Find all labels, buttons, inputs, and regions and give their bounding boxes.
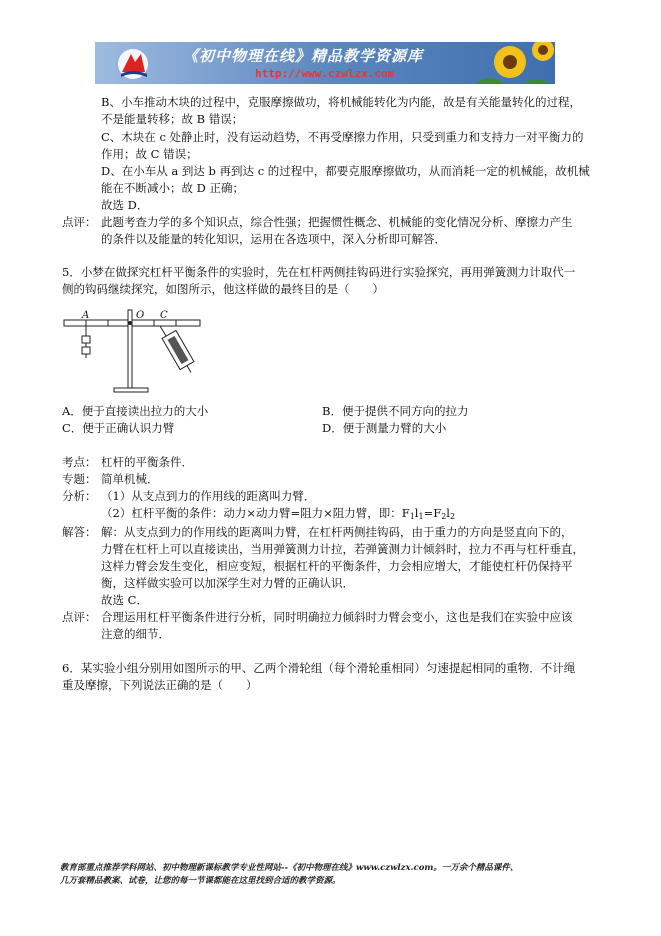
q5-option-c: C．便于正确认识力臂 xyxy=(62,421,175,435)
prev-line-5: D、在小车从 a 到达 b 再到达 c 的过程中，都要克服摩擦做功，从而消耗一定的机械能，故机械 xyxy=(101,164,590,178)
jieda-label: 解答： xyxy=(62,525,97,539)
banner xyxy=(95,42,555,84)
prev-comment-line-1: 此题考查力学的多个知识点，综合性强；把握惯性概念、机械能的变化情况分析、摩擦力产生 xyxy=(101,215,573,229)
footer-line-1: 教育部重点推荐学科网站、初中物理新课标教学专业性网站--《初中物理在线》www.czwlzx.com。一万余个精品课件、 xyxy=(60,863,519,873)
site-logo-icon xyxy=(118,49,148,79)
q6-stem-line-1: 6．某实验小组分别用如图所示的甲、乙两个滑轮组（每个滑轮重相同）匀速提起相同的重物．不计绳 xyxy=(62,661,576,675)
q5-option-a: A．便于直接读出拉力的大小 xyxy=(62,404,209,418)
jieda-line-5: 故选 C． xyxy=(101,593,148,607)
q5-option-d: D．便于测量力臂的大小 xyxy=(322,421,447,435)
spring-scale-icon xyxy=(162,330,198,376)
kaodian-label: 考点： xyxy=(62,455,97,469)
prev-comment-label: 点评： xyxy=(62,215,97,229)
weight-icon xyxy=(82,336,90,343)
zhuanti-text: 简单机械． xyxy=(101,472,159,486)
banner-url[interactable]: http://www.czwlzx.com xyxy=(255,67,395,80)
prev-line-6: 能在不断减小；故 D 正确； xyxy=(101,181,245,195)
q5-comment-label: 点评： xyxy=(62,610,97,624)
jieda-line-2: 力臂在杠杆上可以直接读出，当用弹簧测力计拉，若弹簧测力计倾斜时，拉力不再与杠杆垂直， xyxy=(101,542,584,556)
page-footer xyxy=(60,862,605,888)
weight-icon xyxy=(82,347,90,354)
prev-comment-line-2: 的条件以及能量的转化知识，运用在各选项中，深入分析即可解答． xyxy=(101,232,446,246)
jieda-line-1: 解：从支点到力的作用线的距离叫力臂，在杠杆两侧挂钩码，由于重力的方向是竖直向下的， xyxy=(101,525,573,539)
prev-line-3: C、木块在 c 处静止时，没有运动趋势，不再受摩擦力作用，只受到重力和支持力一对平衡力的 xyxy=(101,130,584,144)
q5-stem-line-1: 5．小梦在做探究杠杆平衡条件的实验时，先在杠杆两侧挂钩码进行实验探究，再用弹簧测力计取代一 xyxy=(62,265,576,279)
prev-line-2: 不是能量转移；故 B 错误； xyxy=(101,112,244,126)
fenxi-label: 分析： xyxy=(62,489,97,503)
zhuanti-label: 专题： xyxy=(62,472,97,486)
prev-line-7: 故选 D． xyxy=(101,198,149,212)
fenxi-line-2: （2）杠杆平衡的条件：动力×动力臂=阻力×阻力臂，即：$F_1l_1=F_2l_2$ xyxy=(101,506,456,521)
label-o: O xyxy=(136,310,145,321)
banner-title: 《初中物理在线》精品教学资源库 xyxy=(183,47,424,65)
label-c: C xyxy=(160,310,168,321)
jieda-line-3: 这样力臂会发生变化，相应变短，根据杠杆的平衡条件，力会相应增大，才能使杠杆仍保持平 xyxy=(101,559,573,573)
prev-line-4: 作用；故 C 错误； xyxy=(101,147,198,161)
q5-stem-line-2: 侧的钩码继续探究，如图所示，他这样做的最终目的是（ ） xyxy=(62,282,384,296)
fenxi-line-1: （1）从支点到力的作用线的距离叫力臂． xyxy=(101,489,316,503)
q5-comment-line-2: 注意的细节． xyxy=(101,627,170,641)
pivot-point xyxy=(128,321,132,325)
q5-option-b: B．便于提供不同方向的拉力 xyxy=(322,404,469,418)
stand-base xyxy=(114,388,148,392)
q5-comment-line-1: 合理运用杠杆平衡条件进行分析，同时明确拉力倾斜时力臂会变小，这也是我们在实验中应该 xyxy=(101,610,573,624)
prev-line-1: B、小车推动木块的过程中，克服摩擦做功，将机械能转化为内能，故是有关能量转化的过程， xyxy=(101,95,581,109)
label-a: A xyxy=(82,310,90,321)
footer-line-2: 几万套精品教案、试卷，让您的每一节课都能在这里找到合适的教学资源。 xyxy=(60,876,341,886)
kaodian-text: 杠杆的平衡条件． xyxy=(101,455,193,469)
q6-stem-line-2: 重及摩擦，下列说法正确的是（ ） xyxy=(62,678,258,692)
jieda-line-4: 衡，这样做实验可以加深学生对力臂的正确认识． xyxy=(101,576,354,590)
